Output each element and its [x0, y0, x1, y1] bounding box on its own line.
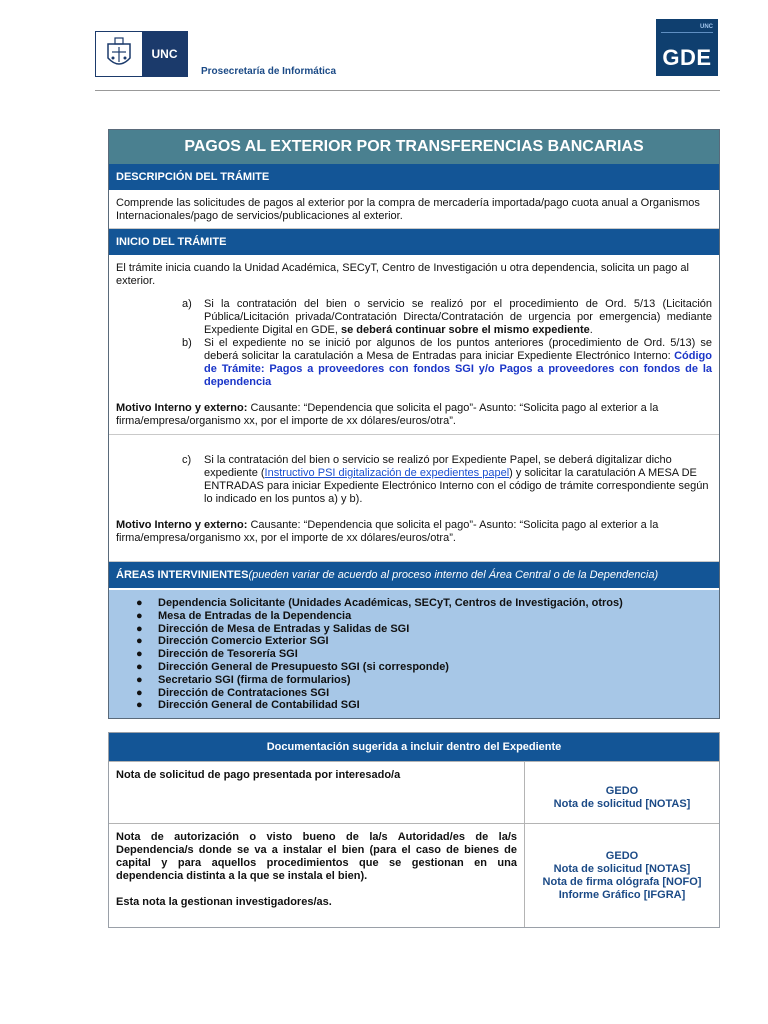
header-divider	[95, 90, 720, 91]
area-label: Mesa de Entradas de la Dependencia	[158, 609, 352, 622]
motivo-text: Causante: “Dependencia que solicita el pago”- Asunto: “Solicita pago al exterior a la firma/empresa/organismo xx, por el importe de xx dólares/euros/otra”.	[116, 519, 659, 544]
item-b-text: Si el expediente no se inició por algunos de los puntos anteriores (procedimiento de Ord. 5/13) se deberá solicitar la caratulación a Mesa de Entradas para iniciar Expediente Electrónico Interno:	[204, 337, 712, 362]
bullet: ●	[136, 609, 143, 622]
list-item	[109, 597, 719, 610]
list-marker: b)	[182, 337, 192, 349]
instructivo-link[interactable]: Instructivo PSI digitalización de expedientes papel	[264, 467, 510, 479]
bullet: ●	[136, 699, 143, 712]
list-item	[109, 623, 719, 636]
gde-logo-text: GDE	[662, 45, 712, 70]
unc-logo-text: UNC	[151, 47, 178, 61]
motivo-label: Motivo Interno y externo:	[116, 519, 248, 531]
motivo-paragraph	[116, 402, 712, 428]
areas-header-note: (pueden variar de acuerdo al proceso interno del Área Central o de la Dependencia)	[248, 569, 659, 581]
list-item	[109, 661, 719, 674]
gde-logo	[656, 19, 718, 76]
unc-seal-icon	[96, 32, 142, 76]
area-label: Dirección de Tesorería SGI	[158, 648, 298, 661]
area-label: Dirección de Mesa de Entradas y Salidas de SGI	[158, 622, 410, 635]
doc-row-1-gedo	[525, 762, 719, 823]
bullet: ●	[136, 597, 143, 609]
descripcion-text: Comprende las solicitudes de pagos al exterior por la compra de mercadería importada/pago cuota anual a Organismos Internacionales/pago de servicios/publicaciones al exterior.	[116, 197, 700, 222]
list-item	[109, 674, 719, 687]
bullet: ●	[136, 673, 143, 686]
tramite-table	[108, 129, 720, 719]
papel-list	[182, 454, 712, 506]
area-label: Dirección de Contrataciones SGI	[158, 686, 330, 699]
documentacion-header: Documentación sugerida a incluir dentro del Expediente	[109, 733, 719, 761]
list-item	[109, 648, 719, 661]
gedo-label: GEDO	[605, 784, 639, 797]
item-a-bold: se deberá continuar sobre el mismo expediente	[340, 324, 590, 336]
motivo-text: Causante: “Dependencia que solicita el pago”- Asunto: “Solicita pago al exterior a la firma/empresa/organismo xx, por el importe de xx dólares/euros/otra”.	[116, 402, 659, 427]
gedo-doc-type: Nota de solicitud [NOTAS]	[553, 797, 691, 810]
list-marker: c)	[182, 454, 192, 466]
documentacion-table	[108, 732, 720, 928]
areas-header	[109, 562, 719, 588]
gedo-label: GEDO	[605, 849, 639, 862]
list-item-text	[204, 454, 712, 506]
gde-logo-line	[661, 32, 713, 33]
doc-row-1-description: Nota de solicitud de pago presentada por interesado/a	[109, 762, 525, 823]
bullet: ●	[136, 622, 143, 635]
area-label: Secretario SGI (firma de formularios)	[158, 673, 351, 686]
descripcion-cell	[109, 190, 719, 229]
list-item	[109, 635, 719, 648]
list-item-b	[182, 337, 712, 389]
gde-unc-label: UNC	[700, 24, 713, 30]
codigo-tramite: Código de Trámite: Pagos a proveedores con fondos SGI y/o Pagos a proveedores con fondos de la dependencia	[204, 350, 712, 388]
bullet: ●	[136, 635, 143, 648]
list-item	[109, 687, 719, 700]
gedo-doc-type: Informe Gráfico [IFGRA]	[558, 888, 686, 901]
list-item-text	[204, 337, 712, 389]
inicio-intro: El trámite inicia cuando la Unidad Académica, SECyT, Centro de Investigación u otra dependencia, solicita un pago al exterior.	[116, 262, 689, 287]
gedo-doc-type: Nota de solicitud [NOTAS]	[553, 862, 691, 875]
table-row	[109, 823, 719, 927]
areas-header-label: ÁREAS INTERVINIENTES	[116, 569, 249, 581]
list-item-c	[182, 454, 712, 506]
motivo-label: Motivo Interno y externo:	[116, 402, 248, 414]
inicio-list	[182, 298, 712, 389]
unc-logo	[95, 31, 188, 77]
item-c-text-end: ) y solicitar la caratulación A MESA DE ENTRADAS para iniciar Expediente Electrónico Interno con el código de trámite correspondiente según lo indicado en los puntos a) y b).	[204, 467, 709, 505]
inicio-header: INICIO DEL TRÁMITE	[109, 229, 719, 255]
page-title: PAGOS AL EXTERIOR POR TRANSFERENCIAS BANCARIAS	[109, 130, 719, 164]
list-marker: a)	[182, 298, 192, 310]
expediente-papel-cell	[109, 435, 719, 562]
list-item	[109, 610, 719, 623]
bullet: ●	[136, 686, 143, 699]
list-item	[109, 699, 719, 712]
prosecretaria-label: Prosecretaría de Informática	[201, 66, 337, 77]
doc-row-2-description	[109, 824, 525, 927]
list-item-a	[182, 298, 712, 337]
bullet: ●	[136, 660, 143, 673]
doc-row-2-gedo	[525, 824, 719, 927]
bullet: ●	[136, 648, 143, 661]
doc-row-2-note: Esta nota la gestionan investigadores/as.	[116, 896, 332, 908]
areas-list	[109, 588, 719, 718]
area-label: Dependencia Solicitante (Unidades Académicas, SECyT, Centros de Investigación, otros)	[158, 597, 623, 609]
descripcion-header: DESCRIPCIÓN DEL TRÁMITE	[109, 164, 719, 190]
gedo-doc-type: Nota de firma ológrafa [NOFO]	[542, 875, 702, 888]
item-c-text: Si la contratación del bien o servicio se realizó por Expediente Papel, se deberá digitalizar dicho expediente (	[204, 454, 672, 479]
table-row	[109, 761, 719, 823]
list-item-text	[204, 298, 712, 337]
inicio-cell	[109, 255, 719, 435]
item-a-end: .	[589, 324, 593, 336]
area-label: Dirección Comercio Exterior SGI	[158, 635, 329, 648]
doc-row-2-text: Nota de autorización o visto bueno de la/s Autoridad/es de la/s Dependencia/s donde se va a instalar el bien (para el caso de bienes de capital y para aquellos procedimientos que se gestionan en una dependencia distinta a la que se instala el bien).	[116, 831, 517, 882]
area-label: Dirección General de Contabilidad SGI	[158, 699, 360, 712]
item-a-text: Si la contratación del bien o servicio se realizó por el procedimiento de Ord. 5/13 (Licitación Pública/Licitación privada/Contratación Directa/Contratación de urgencia por emergencia) mediante Expediente Digital en GDE,	[204, 298, 712, 336]
motivo-paragraph-2	[116, 519, 712, 545]
area-label: Dirección General de Presupuesto SGI (si corresponde)	[158, 660, 449, 673]
